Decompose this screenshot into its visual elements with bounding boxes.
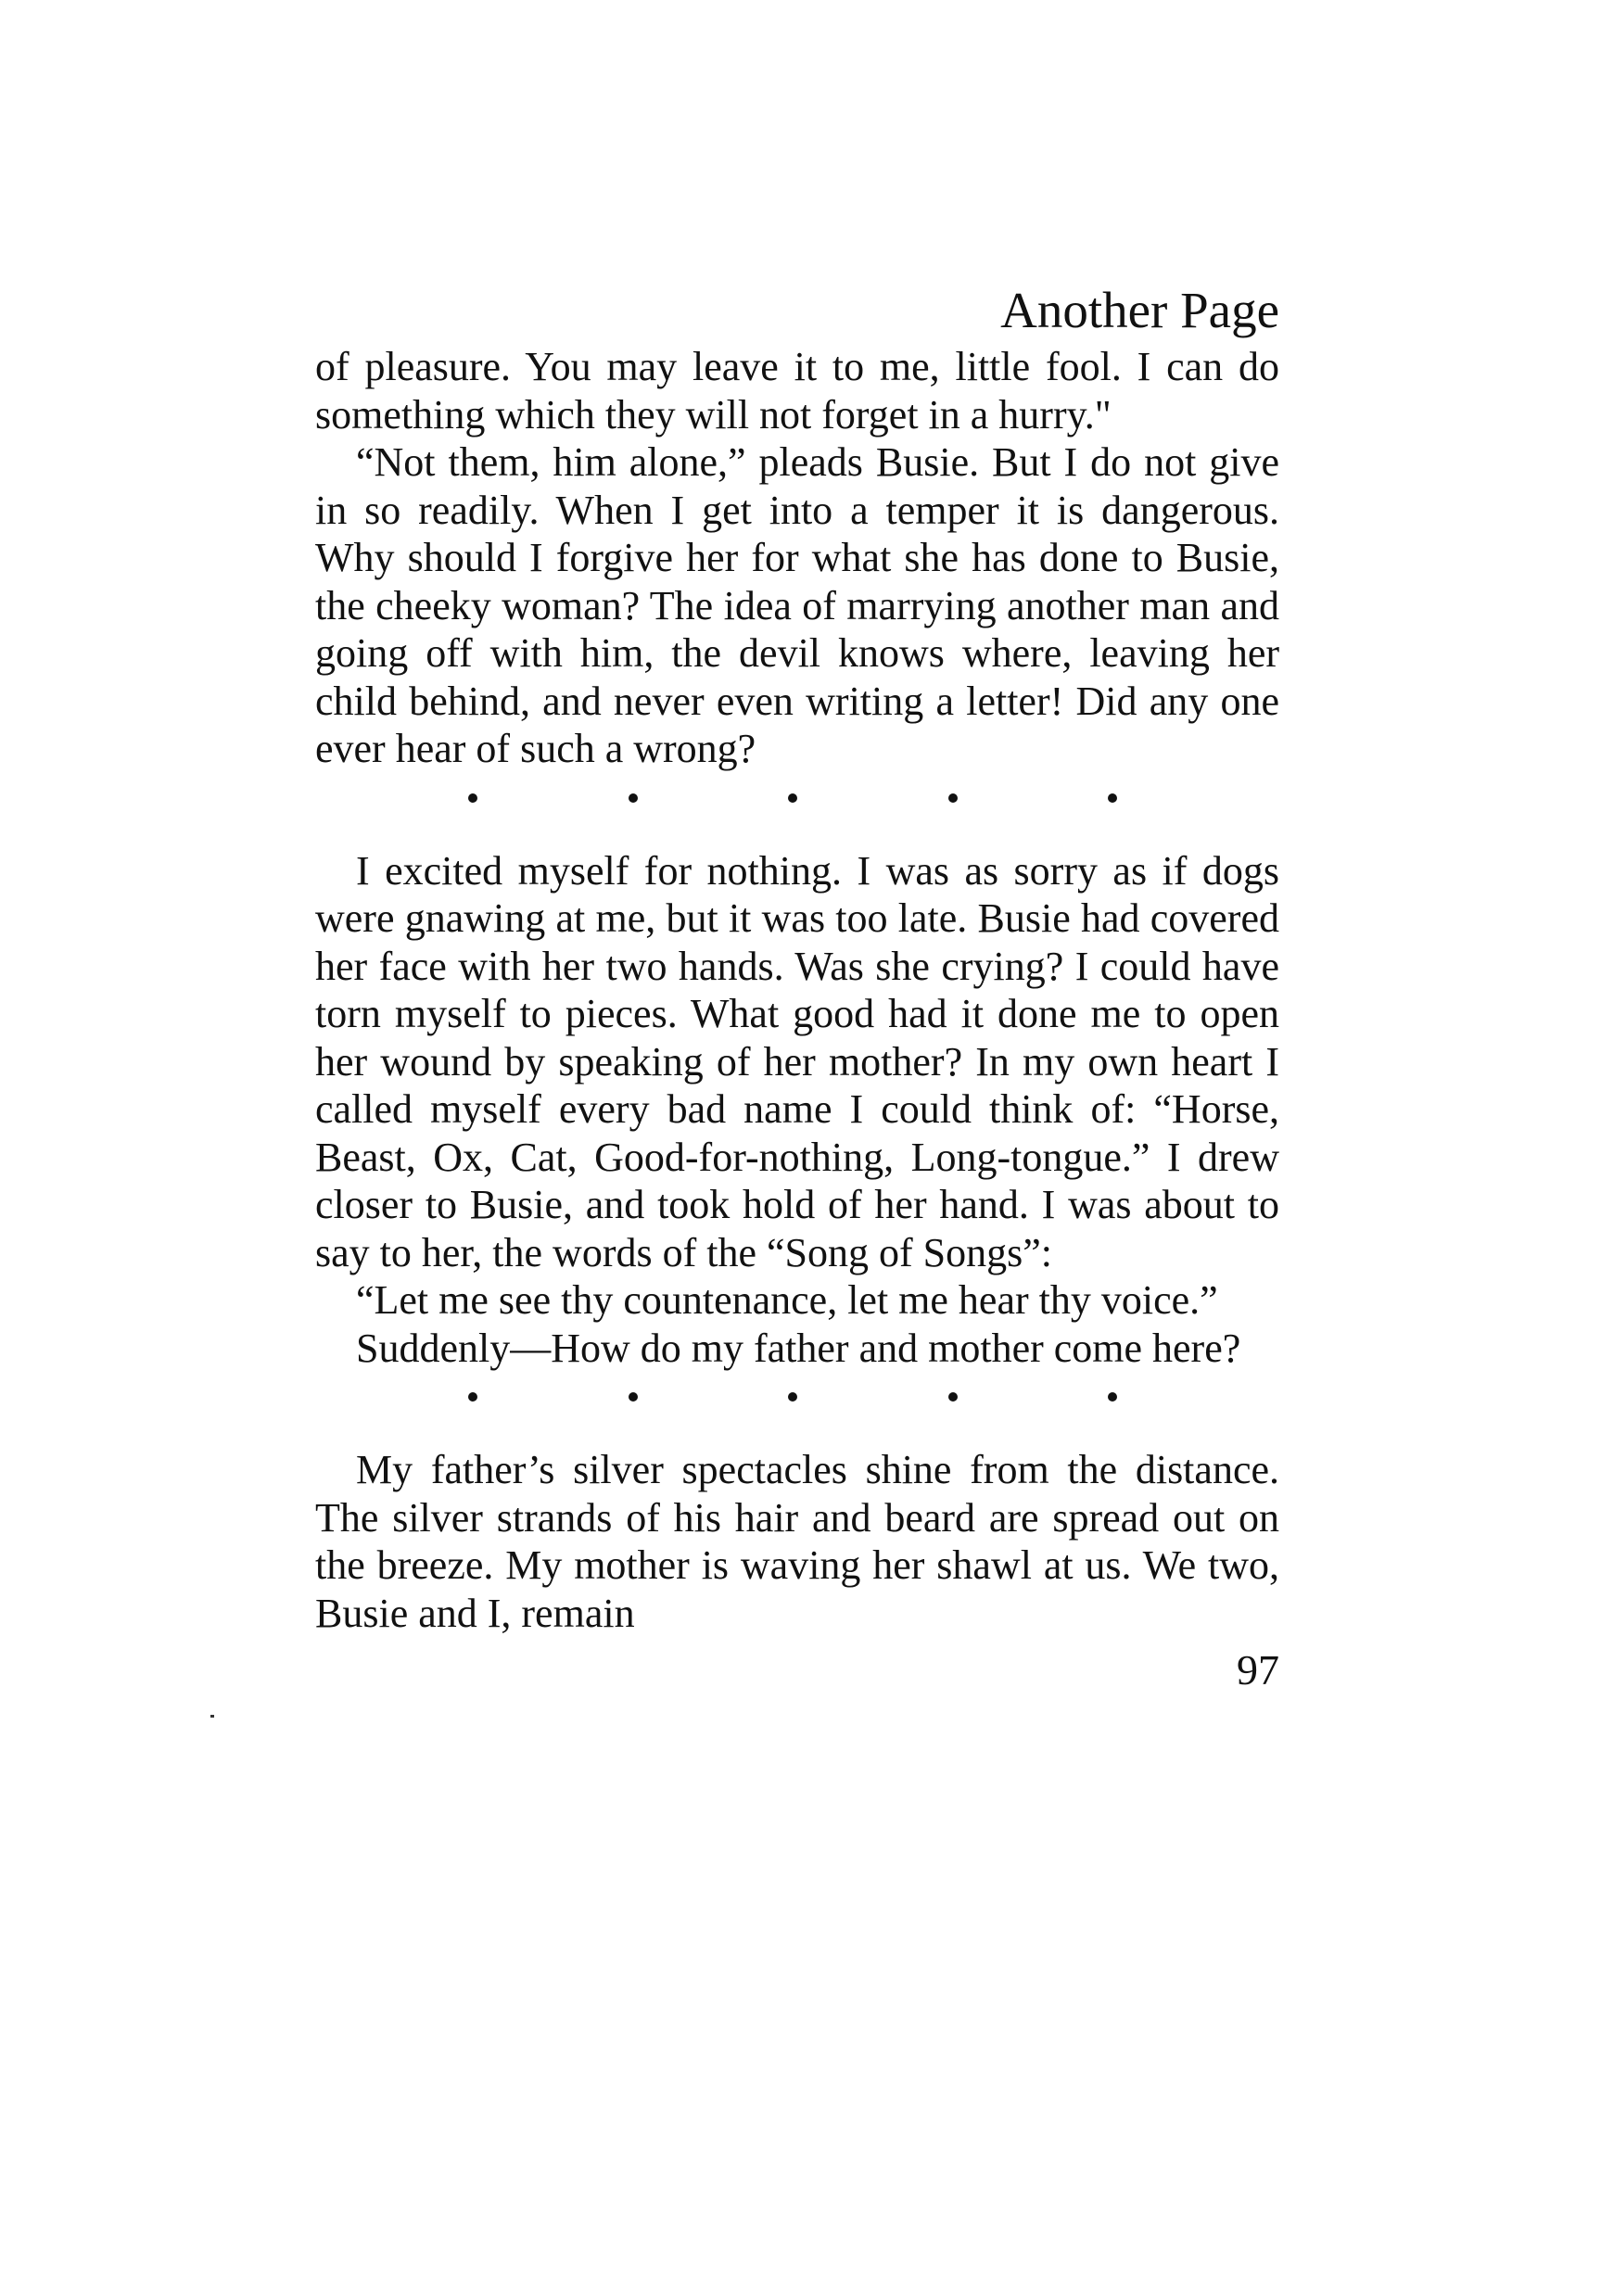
dot — [948, 793, 958, 803]
section-3 — [315, 1446, 1279, 1637]
section-break — [315, 773, 1279, 847]
section-break — [315, 1372, 1279, 1446]
dot — [948, 1392, 958, 1402]
paragraph: I excited myself for nothing. I was as sorry as if dogs were gnawing at me, but it was too late. Busie had covered her face with her two hands. Was she crying? I could have torn myself to pieces. What good had it done me to open her wound by speaking of her mother? In my own heart I called myself every bad name I could think of: “Horse, Beast, Ox, Cat, Good-for-nothing, Long-tongue.” I drew closer to Busie, and took hold of her hand. I was about to say to her, the words of the “Song of Songs”: — [315, 847, 1279, 1275]
paragraph: Suddenly—How do my father and mother come here? — [356, 1325, 1241, 1371]
running-head: Another Page — [1000, 282, 1279, 338]
paragraph: “Not them, him alone,” pleads Busie. But I do not give in so readily. When I get into a temper it is dangerous. Why should I forgive her for what she has done to Busie, the cheeky woman? The idea of marrying another man and going off with him, the devil knows where, leaving her child behind, and never even writing a letter! Did any one ever hear of such a wrong? — [315, 439, 1279, 771]
dot — [468, 1392, 477, 1402]
section-break-dots — [468, 793, 1117, 803]
dot — [629, 793, 638, 803]
book-page — [315, 278, 1279, 1698]
dot — [788, 1392, 797, 1402]
paragraph: of pleasure. You may leave it to me, little fool. I can do something which they will not forget in a hurry." — [315, 344, 1279, 438]
dot — [468, 793, 477, 803]
paragraph: “Let me see thy countenance, let me hear thy voice.” — [356, 1277, 1218, 1323]
section-break-dots — [468, 1392, 1117, 1402]
dot — [1108, 793, 1117, 803]
dot — [1108, 1392, 1117, 1402]
dot — [629, 1392, 638, 1402]
stray-ink-mark — [210, 1715, 214, 1718]
paragraph: My father’s silver spectacles shine from the distance. The silver strands of his hair and beard are spread out on the breeze. My mother is waving her shawl at us. We two, Busie and I, remain — [315, 1447, 1279, 1636]
dot — [788, 793, 797, 803]
section-1 — [315, 343, 1279, 773]
section-2 — [315, 847, 1279, 1373]
page-number: 97 — [1237, 1646, 1279, 1693]
